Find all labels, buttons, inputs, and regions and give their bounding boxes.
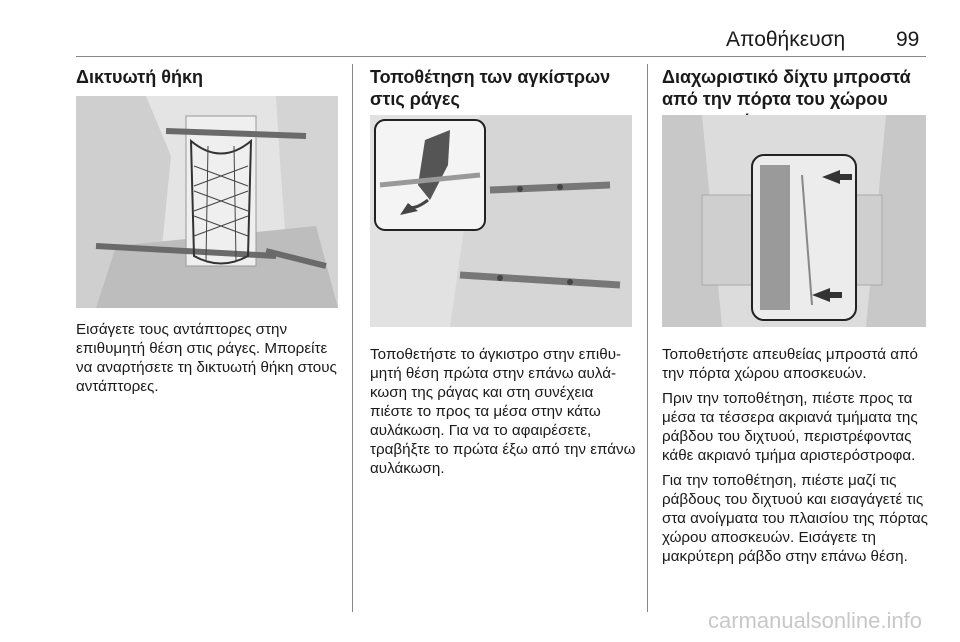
column-divider [647,64,648,612]
body-paragraph: Εισάγετε τους αντάπτορες στην επιθυμητή θέση στις ράγες. Μπορείτε να αναρτήσετε τη δικτυωτή θήκη στους αντάπτορες. [76,321,337,395]
column-heading: Τοποθέτηση των αγκίστρων στις ράγες [370,67,611,109]
header-divider [76,56,926,57]
column-heading: Δικτυωτή θήκη [76,67,203,87]
column-divider [352,64,353,612]
body-paragraph: Τοποθετήστε το άγκιστρο στην επιθυ-μητή θέση πρώτα στην επάνω αυλά-κωση της ράγας και στη συνέχεια πιέστε το προς τα μέσα στην κάτω αυλάκωση. Για να το αφαιρέσετε, τραβήξτε το πρώτα έξω από την επάνω αυλάκωση. [370,346,636,477]
page-number: 99 [896,28,920,51]
storage-net-text [76,320,346,402]
body-paragraph: Για την τοποθέτηση, πιέστε μαζί τις ράβδους του διχτυού και εισαγάγετέ τις στα ανοίγματα του πλαισίου της πόρτας χώρου αποσκευών. Εισάγετε τη μακρύτερη ράβδο στην επάνω θέση. [662,472,928,565]
column-heading: Διαχωριστικό δίχτυ μπροστά από την πόρτα του χώρου [662,67,911,109]
body-paragraph: Τοποθετήστε απευθείας μπροστά από την πόρτα χώρου αποσκευών. [662,346,918,382]
storage-net-illustration [76,96,338,308]
divider-net-illustration [662,115,926,327]
hooks-text [370,345,640,484]
section-title: Αποθήκευση [726,28,846,51]
watermark: carmanualsonline.info [707,608,922,633]
hooks-illustration [370,115,632,327]
column-storage-net [76,66,346,88]
body-paragraph: Πριν την τοποθέτηση, πιέστε προς τα μέσα τα τέσσερα ακριανά τμήματα της ράβδου του διχτυού, περιστρέφοντας κάθε ακριανό τμήμα αριστερόστροφα. [662,390,918,464]
divider-net-text [662,345,932,572]
column-hooks [370,66,640,110]
